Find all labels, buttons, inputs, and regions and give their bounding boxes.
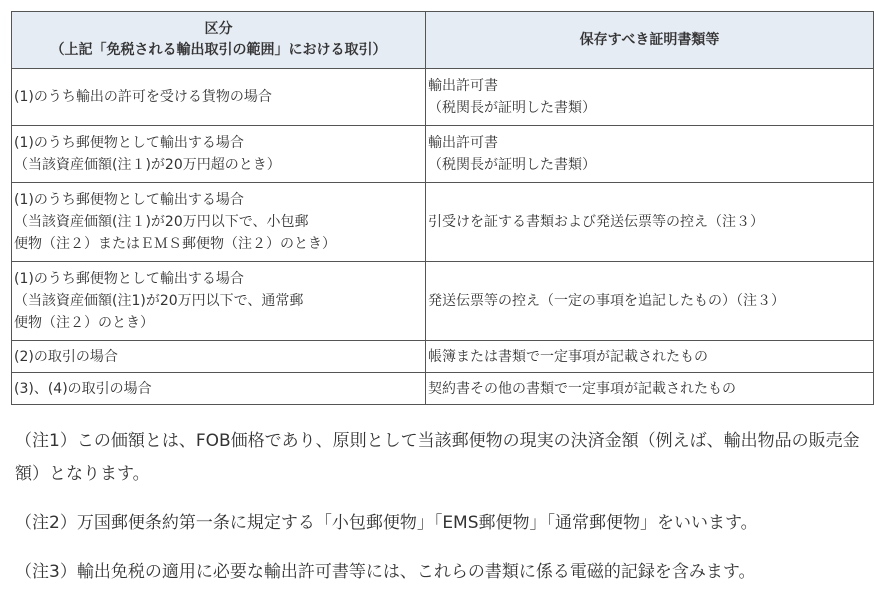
- documents-cell: [426, 69, 874, 126]
- header-category-subtitle: （上記「免税される輸出取引の範囲」における取引）: [50, 42, 387, 58]
- category-cell: [12, 126, 426, 183]
- cell-line: (3)、(4)の取引の場合: [14, 380, 152, 397]
- header-documents-title: 保存すべき証明書類等: [579, 31, 720, 48]
- cell-line: 便物（注２）のとき）: [14, 315, 154, 331]
- cell-line: 輸出許可書: [428, 78, 498, 94]
- cell-line: 輸出許可書: [428, 135, 498, 151]
- evidence-documents-table: [11, 11, 874, 405]
- cell-line: (1)のうち輸出の許可を受ける貨物の場合: [14, 89, 272, 105]
- cell-line: （当該資産価額(注１)が20万円以下で、小包郵: [14, 214, 309, 230]
- documents-cell: [426, 341, 874, 373]
- cell-line: （税関長が証明した書類）: [428, 100, 596, 116]
- cell-line: (2)の取引の場合: [14, 348, 118, 365]
- category-cell: [12, 341, 426, 373]
- table-row: [12, 126, 874, 183]
- cell-line: (1)のうち郵便物として輸出する場合: [14, 271, 244, 287]
- cell-line: 契約書その他の書類で一定事項が記載されたもの: [428, 380, 736, 397]
- header-documents: [426, 12, 874, 69]
- header-category-title: 区分: [204, 21, 233, 37]
- cell-line: 帳簿または書類で一定事項が記載されたもの: [428, 348, 708, 365]
- cell-line: （税関長が証明した書類）: [428, 157, 596, 173]
- cell-line: 発送伝票等の控え（一定の事項を追記したもの）（注３）: [428, 293, 785, 309]
- documents-cell: [426, 183, 874, 262]
- documents-cell: [426, 126, 874, 183]
- table-row: [12, 69, 874, 126]
- footnote-1: （注1）この価額とは、FOB価格であり、原則として当該郵便物の現実の決済金額（例えば、輸出物品の販売金額）となります。: [15, 431, 860, 484]
- cell-line: 引受けを証する書類および発送伝票等の控え（注３）: [428, 214, 764, 230]
- table-row: [12, 183, 874, 262]
- table-row: [12, 341, 874, 373]
- category-cell: [12, 69, 426, 126]
- footnotes: [11, 425, 873, 589]
- category-cell: [12, 373, 426, 405]
- documents-cell: [426, 262, 874, 341]
- documents-cell: [426, 373, 874, 405]
- table-row: [12, 262, 874, 341]
- footnote-2: （注2）万国郵便条約第一条に規定する「小包郵便物」「EMS郵便物」「通常郵便物」をいいます。: [15, 513, 758, 533]
- table-header-row: [12, 12, 874, 69]
- header-category: [12, 12, 426, 69]
- cell-line: 便物（注２）またはＥＭＳ郵便物（注２）のとき）: [14, 236, 336, 252]
- category-cell: [12, 183, 426, 262]
- footnote-3: （注3）輸出免税の適用に必要な輸出許可書等には、これらの書類に係る電磁的記録を含みます。: [15, 562, 756, 582]
- category-cell: [12, 262, 426, 341]
- cell-line: （当該資産価額(注1)が20万円以下で、通常郵: [14, 293, 304, 309]
- table-row: [12, 373, 874, 405]
- cell-line: （当該資産価額(注１)が20万円超のとき）: [14, 157, 281, 173]
- cell-line: (1)のうち郵便物として輸出する場合: [14, 192, 244, 208]
- cell-line: (1)のうち郵便物として輸出する場合: [14, 135, 244, 151]
